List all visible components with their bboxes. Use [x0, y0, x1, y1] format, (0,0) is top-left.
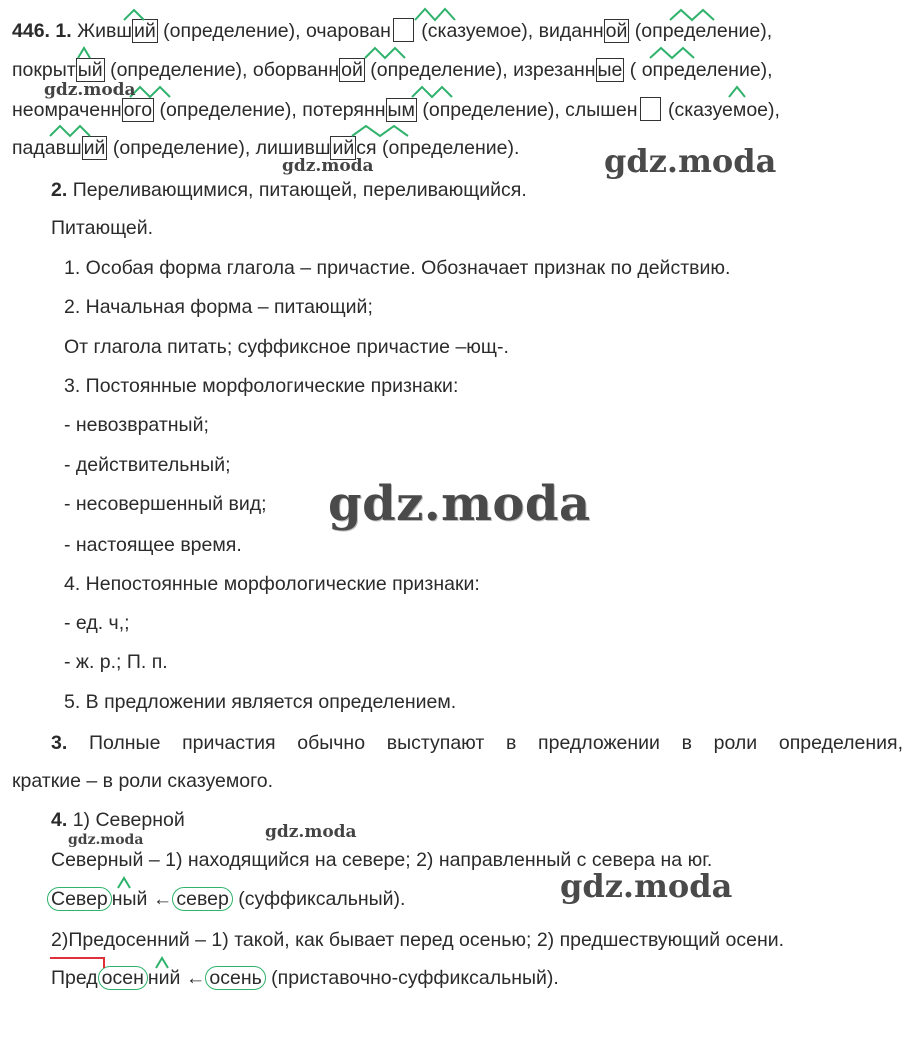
prefix-mark — [50, 958, 104, 968]
text-part: (определение), изрезанн — [364, 59, 596, 81]
suffix: н — [147, 967, 159, 989]
suffix-mark — [156, 958, 168, 968]
exercise-number: 446. — [12, 20, 50, 42]
suffix-mark — [50, 126, 90, 136]
suffix-mark — [670, 10, 714, 20]
base-oval: север — [172, 887, 232, 911]
intro-text: Переливающимися, питающей, переливающийся. — [72, 179, 527, 201]
suffix-mark — [365, 48, 405, 58]
suffix-mark — [415, 9, 455, 20]
formation-type: (приставочно-суффиксальный). — [271, 967, 559, 989]
text-part: (определение), — [629, 20, 773, 42]
analysis-item: 1. Особая форма глагола – причастие. Обозначает признак по действию. — [64, 257, 731, 279]
analysis-item: - ж. р.; П. п. — [64, 651, 168, 673]
suffix-mark — [352, 126, 408, 136]
definition-1: Северный – 1) находящийся на севере; 2) направленный с севера на юг. — [51, 849, 713, 871]
watermark: gdz.moda — [560, 867, 733, 905]
text-part: (сказуемое), виданн — [415, 20, 604, 42]
ending-box: ым — [387, 99, 415, 121]
analysis-item: От глагола питать; суффиксное причастие –ющ-. — [64, 336, 509, 358]
section-1-label: 1. — [55, 20, 72, 42]
ending-box: ые — [597, 59, 623, 81]
analyzed-word: Питающей. — [51, 217, 154, 239]
section-3-line-1 — [51, 731, 903, 755]
ending-box: ой — [341, 59, 363, 81]
ending-box: ый — [77, 59, 103, 81]
analysis-item: - несовершенный вид; — [64, 493, 267, 515]
analysis-item: - невозвратный; — [64, 414, 209, 436]
root-oval: Север — [47, 887, 112, 911]
section-4-word: 1) Северной — [72, 809, 185, 831]
suffix-mark — [130, 87, 170, 97]
word-part: падавш — [12, 137, 82, 159]
ending-box: ий — [133, 20, 156, 42]
word-part: Живш — [77, 20, 132, 42]
section-3-line-2: краткие – в роли сказуемого. — [12, 770, 274, 792]
text-part: (определение), оборванн — [104, 59, 340, 81]
text-part: (определение), слышен — [416, 99, 638, 121]
analysis-item: 2. Начальная форма – питающий; — [64, 296, 373, 318]
watermark: gdz.moda — [282, 156, 374, 176]
watermark: gdz.moda — [68, 832, 144, 848]
section-4-title — [51, 808, 185, 832]
word-part: покрыт — [12, 59, 76, 81]
ending-box: ий — [332, 137, 355, 159]
text-part: (определение), потерянн — [154, 99, 386, 121]
section-3-text: Полные причастия обычно выступают в предложении в роли определения, — [88, 732, 903, 754]
watermark: gdz.moda — [265, 822, 357, 842]
analysis-item: 5. В предложении является определением. — [64, 691, 457, 713]
word-rest: ный — [111, 888, 148, 910]
suffix-mark — [650, 48, 694, 58]
suffix-mark — [118, 878, 130, 888]
ending: ий — [158, 967, 181, 989]
section-2-label: 2. — [51, 179, 68, 201]
analysis-item: 4. Непостоянные морфологические признаки: — [64, 573, 480, 595]
suffix-mark — [729, 87, 745, 97]
section-4-marks — [0, 860, 917, 980]
suffix-marks — [0, 0, 917, 200]
suffix-mark — [412, 87, 452, 97]
root-oval: осен — [98, 966, 148, 990]
ending-box: ого — [123, 99, 153, 121]
analysis-item: - ед. ч,; — [64, 612, 130, 634]
text-part: (определение), лишивш — [107, 137, 331, 159]
text-part: ( определение), — [624, 59, 773, 81]
text-part: ся (определение). — [356, 137, 520, 159]
suffix-mark — [124, 10, 144, 20]
watermark: gdz.moda — [328, 476, 591, 532]
section-3-label: 3. — [51, 732, 68, 754]
word-part: неомраченн — [12, 99, 122, 121]
text-part: (сказуемое), — [662, 99, 780, 121]
analysis-item: 3. Постоянные морфологические признаки: — [64, 375, 459, 397]
prefix: Пред — [51, 967, 98, 989]
derivation-arrow: ← — [152, 888, 173, 910]
ending-box: ий — [83, 137, 106, 159]
analysis-item: - настоящее время. — [64, 534, 242, 556]
section-2-intro — [51, 178, 527, 202]
ending-box: ой — [605, 20, 628, 42]
derivation-arrow: ← — [185, 967, 206, 989]
watermark: gdz.moda — [604, 142, 777, 180]
watermark: gdz.moda — [44, 80, 136, 100]
formation-type: (суффиксальный). — [238, 888, 406, 910]
analysis-item: - действительный; — [64, 454, 231, 476]
definition-2: 2)Предосенний – 1) такой, как бывает перед осенью; 2) предшествующий осени. — [51, 929, 785, 951]
suffix-mark — [78, 48, 90, 58]
section-4-label: 4. — [51, 809, 68, 831]
text-part: (определение), очарован — [157, 20, 391, 42]
base-oval: осень — [205, 966, 265, 990]
